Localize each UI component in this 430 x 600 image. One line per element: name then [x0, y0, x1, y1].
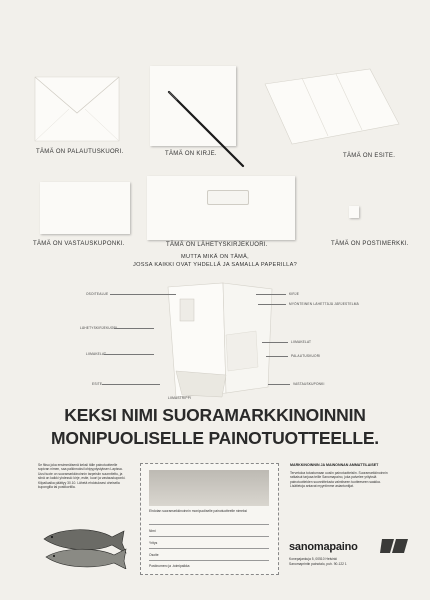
leader-line	[110, 294, 176, 295]
headline-line-2: MONIPUOLISELLE PAINOTUOTTEELLE.	[51, 428, 379, 448]
callout-left-2: LÄHETYSKIRJEKUORI	[80, 326, 118, 330]
caption-window-envelope: TÄMÄ ON LÄHETYSKIRJEKUORI.	[166, 242, 268, 248]
callout-right-1: KIRJE	[289, 292, 300, 296]
name-field[interactable]	[149, 536, 269, 537]
callout-left-3: LIIMAKELAT	[86, 352, 107, 356]
headline-line-1: KEKSI NIMI SUORAMARKKINOINNIN	[64, 405, 366, 425]
sanomapaino-logo-icon	[380, 537, 410, 555]
coupon-photo	[149, 470, 269, 506]
callout-right-3: LIIMAKELAT	[291, 340, 312, 344]
question-line-1: MUTTA MIKÄ ON TÄMÄ,	[181, 254, 249, 260]
brochure-illustration	[262, 66, 402, 151]
brand-name: sanomapaino	[289, 541, 358, 553]
leader-line	[266, 356, 288, 357]
sidebar-text: Tervetuloa tutustumaan uusiin painotuotteisiin. Suoramarkkinoinnin ratkaisut tarjoaa teille Sanomapaino, joka palvelee yrityksiä painotuotteiden suunnittelusta valmiiseen tuotteeseen saakka. Lisätietoja antavat myyntimme asiantuntijat.	[290, 471, 388, 489]
coupon-field-name: Nimi	[149, 529, 156, 533]
callout-right-5: VASTAUSKUPONKI	[293, 382, 325, 386]
fish-illustration	[40, 525, 128, 569]
caption-envelope: TÄMÄ ON PALAUTUSKUORI.	[36, 149, 124, 155]
brand-address-1: Konepajankuja 5, 00510 Helsinki	[289, 557, 338, 561]
callout-left-4: ESITE	[92, 382, 103, 386]
coupon-field-postal: Postinumero ja -toimipaikka	[149, 564, 190, 568]
leader-line	[268, 384, 290, 385]
coupon-suggestion-line[interactable]	[149, 524, 269, 525]
brand-address-2: Sanomaprintin painotalo, puh. 90-122 1	[289, 562, 347, 566]
callout-left-5: LIIMASTRIPPI	[168, 396, 192, 400]
address-field[interactable]	[149, 560, 269, 561]
leader-line	[258, 304, 286, 305]
leader-line	[262, 342, 288, 343]
coupon-caption: Ehdotan suoramarkkinoinnin monipuoliselle painotuotteelle nimeksi	[149, 509, 248, 513]
coupon-field-address: Osoite	[149, 553, 159, 557]
company-field[interactable]	[149, 548, 269, 549]
callout-right-2: MYÖNTEINEN LÄHETTÄJÄ JÄRJESTELMÄ	[289, 302, 359, 306]
envelope-illustration	[33, 75, 121, 145]
caption-reply-coupon: TÄMÄ ON VASTAUSKUPONKI.	[33, 241, 125, 247]
callout-left-1: OSOITEALUE	[86, 292, 109, 296]
stamp-illustration	[349, 206, 359, 218]
window-envelope-illustration	[147, 176, 295, 240]
leader-line	[104, 354, 154, 355]
coupon-box	[140, 463, 279, 575]
pen-icon	[165, 88, 247, 170]
caption-brochure: TÄMÄ ON ESITE.	[343, 153, 396, 159]
leader-line	[114, 328, 154, 329]
caption-letter: TÄMÄ ON KIRJE.	[165, 151, 217, 157]
question-line-2: JOSSA KAIKKI OVAT YHDELLÄ JA SAMALLA PAPERILLA?	[132, 262, 298, 268]
reply-coupon-illustration	[40, 182, 130, 234]
leader-line	[102, 384, 160, 385]
body-text: Se fiksu joka ensimmäisenä keksii tälle painotuotteelle sopivan nimen, saa palkinnoksi lohipyydystyksen Lapissa. Uusi tuote on suoramarkkinoinnin tarpeisiin suunniteltu, ja siinä on kaikki yhdessä: kirje, esite, kuori ja vastauskuponki. Kilpailuaika päättyy 30.10. Lähetä ehdotuksesi oheisella kupongilla tai postikortilla.	[38, 463, 126, 490]
coupon-field-company: Yritys	[149, 541, 158, 545]
sidebar-heading: MARKKINOINNIN JA MAINONNAN AMMATTILAISET	[290, 463, 379, 467]
leader-line	[256, 294, 286, 295]
callout-right-4: PALAUTUSKUORI	[291, 354, 321, 358]
envelope-window	[207, 190, 249, 205]
caption-stamp: TÄMÄ ON POSTIMERKKI.	[331, 241, 409, 247]
